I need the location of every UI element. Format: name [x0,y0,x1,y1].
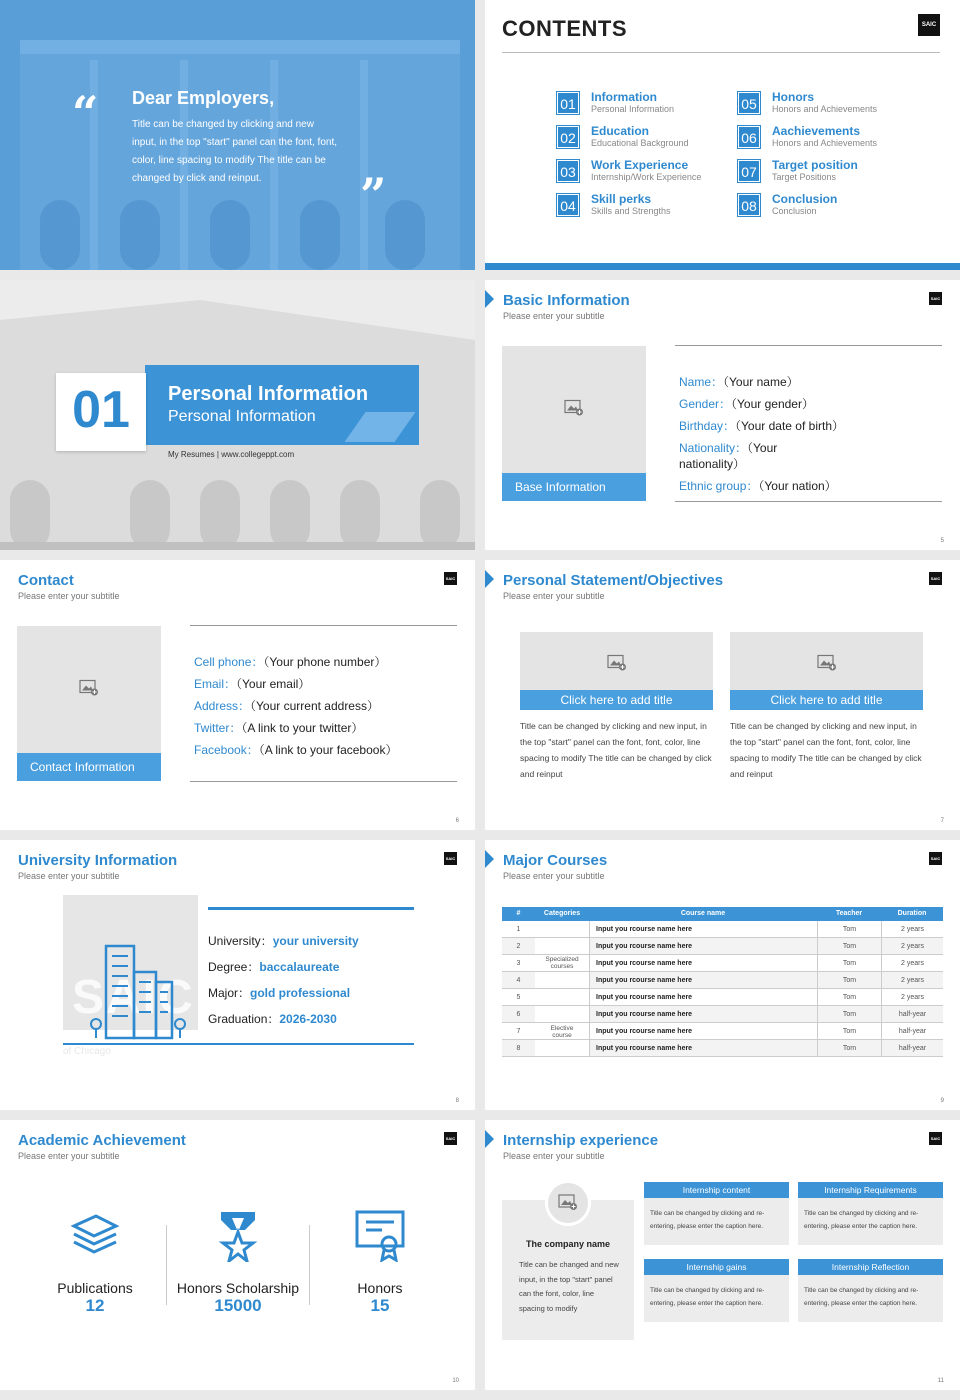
top-divider [675,345,942,346]
row-number: 6 [516,1011,521,1018]
item-sub: Honors and Achievements [772,138,878,148]
title-marker [485,1130,494,1148]
row-course: Input you rcourse name here [589,1040,817,1056]
item-title: Work Experience [591,158,689,172]
header-cell: Duration [897,910,927,917]
row-teacher: Tom [817,1023,881,1039]
card-caption[interactable]: Click here to add title [520,690,713,710]
slide-section-01[interactable] [0,280,475,550]
saic-logo: SAIC [929,292,942,305]
field-ethnic-group [679,478,859,494]
slide-subtitle: Please enter your subtitle [503,311,605,321]
stat-value: 12 [85,1296,105,1315]
row-teacher: Tom [817,921,881,937]
row-number: 2 [516,943,521,950]
item-number: 04 [557,194,579,216]
row-teacher: Tom [817,938,881,954]
item-title: Education [591,124,650,138]
contents-item[interactable] [557,90,737,124]
field-key: Email： [194,677,237,691]
bottom-divider [675,501,942,502]
field-key: Gender： [679,397,732,411]
field-key: Degree： [208,960,260,974]
group-cell: Elective course [550,1024,574,1039]
slide-academic-achievement[interactable] [0,1120,475,1390]
picture-icon [817,655,837,672]
courses-table [502,907,943,1057]
field-birthday [679,418,859,434]
item-sub: Educational Background [591,138,689,148]
slide-title: Dear Employers, [132,88,275,108]
internship-box[interactable] [644,1182,789,1245]
row-course: Input you rcourse name here [589,989,817,1005]
slide-title: Personal Statement/Objectives [503,572,724,589]
certificate-icon [354,1210,406,1262]
row-duration: half-year [881,1023,943,1039]
bottom-accent-line [63,1043,414,1045]
field-nationality [679,440,799,472]
slide-personal-statement[interactable] [485,560,960,830]
watermark-subtext: of Chicago [63,1046,111,1057]
slide-subtitle: Please enter your subtitle [503,1151,605,1161]
row-teacher: Tom [817,1040,881,1056]
section-subtitle: Personal Information [168,408,316,425]
slide-subtitle: Please enter your subtitle [503,871,605,881]
item-sub: Skills and Strengths [591,206,671,216]
row-teacher: Tom [817,1006,881,1022]
contents-list [557,90,917,220]
contents-item[interactable] [557,192,737,226]
field-value[interactable]: （Your date of birth） [735,419,844,433]
box-title: Internship gains [644,1259,789,1275]
contents-item[interactable] [738,90,918,124]
contents-item[interactable] [557,124,737,158]
row-course: Input you rcourse name here [589,938,817,954]
field-value[interactable]: （Your gender） [731,397,814,411]
slide-title: Contact [18,572,74,589]
slide-title: Internship experience [503,1132,659,1149]
item-number: 05 [738,92,760,114]
open-quote-mark: “ [72,86,99,140]
page-number: 5 [940,538,944,544]
field-value[interactable]: 2026-2030 [279,1012,337,1026]
image-placeholder[interactable] [502,346,646,501]
box-text: Title can be changed by clicking and re-entering, please enter the caption here. [804,1210,919,1230]
field-value[interactable]: （Your email） [236,677,311,691]
field-key: Address： [194,699,251,713]
page-number: 11 [937,1378,944,1384]
item-title: Conclusion [772,192,838,206]
card-text: Title can be changed by clicking and new input, in the top "start" panel can the font, font, color, line spacing to modify The title can be changed by click and reinput [520,721,712,779]
title-marker [485,290,494,308]
internship-box[interactable] [798,1182,943,1245]
field-degree [208,958,428,975]
stat-label: Honors Scholarship [176,1280,300,1296]
image-placeholder[interactable] [730,632,923,710]
slide-body: Title can be changed by clicking and new input, in the top "start" panel can the font, font, color, line spacing to modify The title can be changed by click and reinput. [132,119,338,184]
close-quote-mark: ” [360,168,387,222]
stat-label: Publications [57,1280,133,1296]
bottom-divider [190,781,457,782]
watermark-text: SAIC [72,971,195,1024]
company-name: The company name [525,1239,611,1249]
field-value[interactable]: your university [272,934,359,948]
page-number: 8 [455,1098,459,1104]
item-title: Skill perks [591,192,652,206]
row-course: Input you rcourse name here [589,1023,817,1039]
table-header [502,907,943,921]
item-title: Honors [772,90,814,104]
image-placeholder[interactable] [520,632,713,710]
row-teacher: Tom [817,972,881,988]
item-number: 08 [738,194,760,216]
field-key: Major： [208,986,251,1000]
slide-subtitle: Please enter your subtitle [503,591,605,601]
box-text: Title can be changed by clicking and re-entering, please enter the caption here. [804,1287,919,1307]
item-number: 01 [557,92,579,114]
image-caption: Contact Information [17,753,161,781]
box-text: Title can be changed by clicking and re-entering, please enter the caption here. [650,1210,765,1230]
stat-publications [25,1210,165,1316]
field-value[interactable]: （Your name） [723,375,799,389]
header-cell: Course name [680,910,726,917]
field-value[interactable]: （Your phone number） [263,655,387,669]
top-divider [190,625,457,626]
field-major [208,984,428,1001]
stat-scholarship [167,1210,309,1316]
slide-title: Major Courses [503,852,608,869]
top-accent-line [208,907,414,910]
row-course: Input you rcourse name here [589,955,817,971]
field-value[interactable]: baccalaureate [259,960,340,974]
field-email [194,676,464,692]
field-value[interactable]: （Your nation） [758,479,837,493]
internship-box[interactable] [798,1259,943,1322]
section-title: Personal Information [168,383,369,405]
picture-icon [79,680,99,697]
slide-title: Academic Achievement [18,1132,186,1149]
medal-icon [215,1210,261,1262]
row-number: 3 [516,960,521,967]
page-number: 7 [940,818,944,824]
page-number: 10 [452,1378,459,1384]
field-facebook [194,742,464,758]
page-number: 6 [455,818,459,824]
row-number: 7 [516,1028,521,1035]
field-key: Facebook： [194,743,259,757]
field-key: Name： [679,375,724,389]
item-number: 06 [738,126,760,148]
statement-card[interactable] [730,632,923,782]
item-number: 02 [557,126,579,148]
contents-item[interactable] [738,192,918,226]
contents-bottom-bar [485,263,960,270]
section-number: 01 [72,381,130,439]
contact-fields [194,654,464,764]
row-duration: half-year [881,1040,943,1056]
contents-item[interactable] [557,158,737,192]
row-number: 8 [516,1045,521,1052]
saic-logo: SAIC [444,852,457,865]
books-icon [68,1210,122,1258]
header-cell: # [516,910,521,917]
row-duration: 2 years [881,972,943,988]
page-number: 9 [940,1098,944,1104]
field-value[interactable]: gold professional [250,986,351,1000]
slide-title: University Information [18,852,178,869]
item-sub: Internship/Work Experience [591,172,702,182]
slide-basic-information[interactable] [485,280,960,550]
item-sub: Conclusion [772,206,817,216]
title-marker [485,850,494,868]
contents-title: CONTENTS [502,16,627,41]
university-fields [208,932,428,1036]
item-number: 07 [738,160,760,182]
slide-internship-experience[interactable] [485,1120,960,1390]
box-text: Title can be changed by clicking and re-entering, please enter the caption here. [650,1287,765,1307]
table-body [502,921,943,1057]
item-number: 03 [557,160,579,182]
section-footer: My Resumes | www.collegeppt.com [168,450,295,459]
slide-subtitle: Please enter your subtitle [18,871,120,881]
row-duration: half-year [881,1006,943,1022]
row-course: Input you rcourse name here [589,921,817,937]
box-title: Internship Reflection [798,1259,943,1275]
row-teacher: Tom [817,989,881,1005]
row-course: Input you rcourse name here [589,972,817,988]
picture-icon [607,655,627,672]
field-key: Twitter： [194,721,242,735]
header-cell: Teacher [835,910,863,917]
field-value[interactable]: （Your current address） [250,699,379,713]
row-course: Input you rcourse name here [589,1006,817,1022]
row-number: 1 [516,926,521,933]
contents-col-left [557,90,737,226]
slide-university-information[interactable] [0,840,475,1110]
contents-item[interactable] [738,158,918,192]
company-text: Title can be changed and new input, in the top "start" panel can the font, color, line spacing to modify [519,1260,619,1313]
field-address [194,698,464,714]
contents-col-right [738,90,918,226]
card-text: Title can be changed by clicking and new input, in the top "start" panel can the font, font, color, line spacing to modify The title can be changed by click and reinput [730,721,922,779]
item-sub: Personal Information [591,104,675,114]
item-sub: Target Positions [772,172,837,182]
field-cell-phone [194,654,464,670]
slide-major-courses[interactable] [485,840,960,1110]
contents-item[interactable] [738,124,918,158]
row-duration: 2 years [881,989,943,1005]
saic-logo: SAIC [444,1132,457,1145]
row-teacher: Tom [817,955,881,971]
row-duration: 2 years [881,955,943,971]
info-fields [679,374,859,500]
picture-icon [558,1194,578,1211]
field-gender [679,396,859,412]
field-value[interactable]: （Your nationality） [679,441,778,471]
picture-icon [564,400,584,417]
image-caption: Base Information [502,473,646,501]
field-key: Graduation： [208,1012,280,1026]
field-value[interactable]: （A link to your twitter） [241,721,364,735]
header-cell: Categories [543,910,581,917]
field-key: Nationality： [679,441,748,455]
field-name [679,374,859,390]
contents-divider [502,52,940,53]
stat-value: 15000 [214,1296,262,1315]
row-number: 4 [516,977,521,984]
item-title: Information [591,90,657,104]
group-cell: Specialized courses [535,921,589,1006]
field-key: Ethnic group： [679,479,759,493]
field-key: Birthday： [679,419,736,433]
item-title: Aachievements [772,124,861,138]
row-duration: 2 years [881,938,943,954]
slide-subtitle: Please enter your subtitle [18,591,120,601]
field-university [208,932,428,949]
item-sub: Honors and Achievements [772,104,878,114]
slide-title: Basic Information [503,292,630,309]
field-key: Cell phone： [194,655,264,669]
saic-logo: SAIC [929,572,942,585]
item-title: Target position [772,158,858,172]
statement-card[interactable] [520,632,713,782]
slide-contents[interactable] [485,0,960,270]
saic-logo: SAIC [918,14,940,36]
stat-honors [310,1210,450,1316]
image-placeholder[interactable] [17,626,161,781]
slide-dear-employers[interactable] [0,0,475,270]
field-value[interactable]: （A link to your facebook） [258,743,398,757]
field-graduation [208,1010,428,1027]
slide-subtitle: Please enter your subtitle [18,1151,120,1161]
saic-logo: SAIC [929,852,942,865]
saic-logo: SAIC [444,572,457,585]
row-duration: 2 years [881,921,943,937]
company-avatar [545,1180,591,1226]
slide-contact[interactable] [0,560,475,830]
field-key: University： [208,934,273,948]
buildings-icon [88,940,188,1040]
internship-box[interactable] [644,1259,789,1322]
box-title: Internship Requirements [798,1182,943,1198]
box-title: Internship content [644,1182,789,1198]
field-twitter [194,720,464,736]
title-marker [485,570,494,588]
card-caption[interactable]: Click here to add title [730,690,923,710]
stat-value: 15 [370,1296,390,1315]
row-number: 5 [516,994,521,1001]
stat-label: Honors [357,1280,403,1296]
saic-logo: SAIC [929,1132,942,1145]
